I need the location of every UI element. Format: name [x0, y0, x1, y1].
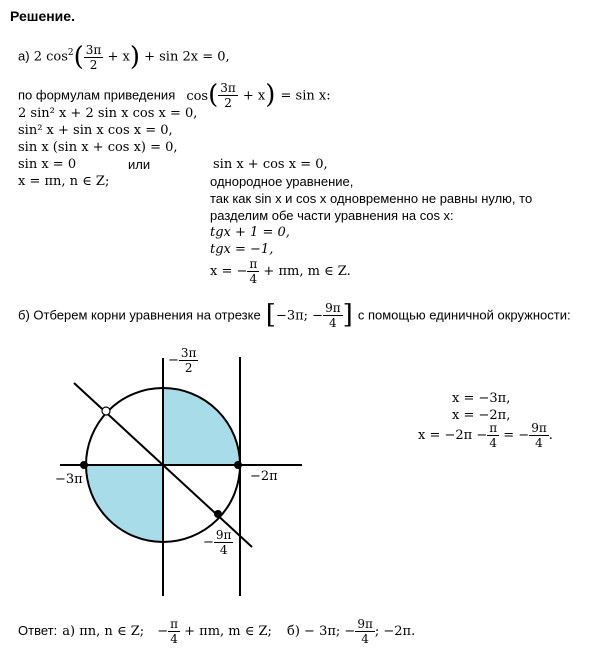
- right-line-4: tgx + 1 = 0,: [210, 225, 290, 240]
- eq-lead: 2 cos: [33, 49, 68, 65]
- reduction-inner: + x: [242, 88, 266, 104]
- answer-label: Ответ:: [18, 623, 58, 638]
- or-word: или: [128, 157, 151, 172]
- eq-power: 2: [67, 48, 74, 59]
- eq-inner: + x: [107, 49, 130, 65]
- root-2: x = −2π,: [452, 408, 511, 423]
- step-line-5: x = πn, n ∈ Z;: [18, 174, 110, 189]
- part-b-tail: с помощью единичной окружности:: [357, 307, 571, 323]
- point-minus-2pi: [234, 461, 242, 469]
- reduction-text: по формулам приведения: [18, 87, 176, 103]
- point-open: [102, 407, 110, 415]
- label-minus-3pi-over-2: − $\frac{3\pi}{2}$: [168, 346, 197, 375]
- answer-a2: − $\frac{\pi}{4}$ + πm, m ∈ Z;: [157, 617, 272, 646]
- label-minus-2pi: −2π: [250, 469, 278, 484]
- part-a-label: а): [18, 48, 30, 64]
- interval-left: −3π; −: [275, 308, 324, 324]
- part-b-intro: б) Отберем корни уравнения на отрезке [−3π; − $\frac{9\pi}{4}$ ] с помощью единичной окружности:: [18, 300, 571, 330]
- reduction-fraction: $\frac{3\pi}{2}$: [220, 80, 236, 110]
- shaded-quadrant-bottom-left: [86, 465, 163, 542]
- final-solution-a: x = − $\frac{\pi}{4}$ + πm, m ∈ Z.: [210, 257, 351, 286]
- eq-tail: + sin 2x = 0,: [144, 49, 230, 65]
- root-1: x = −3π,: [452, 391, 511, 406]
- answer-b: б) − 3π; − $\frac{9\pi}{4}$ ; −2π.: [287, 617, 416, 646]
- point-minus-3pi: [80, 461, 88, 469]
- answer-a: а) πn, n ∈ Z;: [62, 624, 145, 639]
- label-minus-9pi-over-4: − $\frac{9\pi}{4}$: [203, 528, 232, 557]
- right-line-3: разделим обе части уравнения на cos x:: [210, 208, 454, 223]
- point-minus-9pi-4: [214, 510, 222, 518]
- step-line-2: sin² x + sin x cos x = 0,: [18, 123, 173, 138]
- eq-fraction: $\frac{3\pi}{2}$: [85, 42, 102, 72]
- root-3: x = −2π − $\frac{\pi}{4}$ = − $\frac{9\pi}{4}$ .: [418, 421, 553, 450]
- step-line-4: sin x = 0: [18, 157, 77, 172]
- right-line-2: так как sin x и cos x одновременно не равны нулю, то: [210, 191, 533, 206]
- reduction-lead: cos: [186, 88, 209, 104]
- part-b-text: б) Отберем корни уравнения на отрезке: [18, 307, 261, 323]
- equation-a: а) 2 $\cos^2$( $\frac{3\pi}{2}$ + x) + sin 2x = 0,: [18, 42, 230, 72]
- right-line-1: однородное уравнение,: [210, 174, 354, 189]
- interval-fraction: $\frac{9\pi}{4}$: [325, 300, 341, 330]
- step-line-1: 2 sin² x + 2 sin x cos x = 0,: [18, 106, 198, 121]
- answer-line: [18, 617, 415, 646]
- right-equation: sin x + cos x = 0,: [213, 157, 328, 172]
- right-line-5: tgx = −1,: [210, 242, 274, 257]
- label-minus-3pi: −3π: [55, 472, 83, 487]
- solution-heading: Решение.: [10, 8, 75, 24]
- step-line-3: sin x (sin x + cos x) = 0,: [18, 140, 178, 155]
- reduction-tail: = sin x:: [280, 88, 331, 104]
- reduction-line: по формулам приведения cos( $\frac{3\pi}{2}$ + x) = sin x:: [18, 80, 331, 110]
